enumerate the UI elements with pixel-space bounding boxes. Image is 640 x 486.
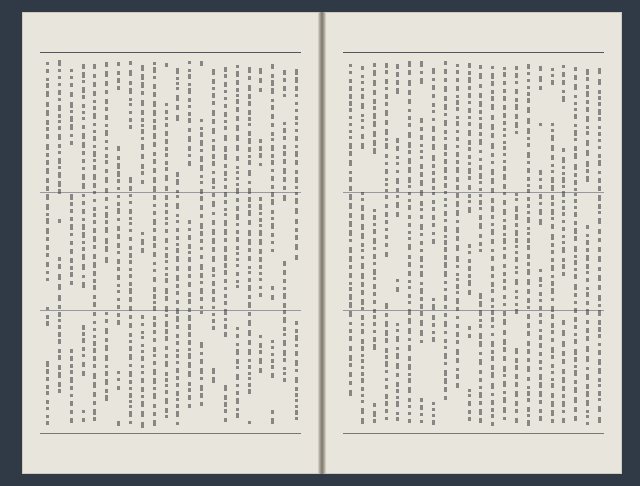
text-column <box>361 60 364 428</box>
text-column <box>176 60 179 428</box>
text-column <box>420 60 423 428</box>
text-column <box>527 60 530 428</box>
text-column <box>248 60 251 428</box>
text-column <box>141 60 144 428</box>
left-page <box>22 12 319 474</box>
text-column <box>93 60 96 428</box>
text-column <box>562 60 565 428</box>
text-column <box>503 60 506 428</box>
book-spread <box>22 12 622 474</box>
right-top-rule <box>343 52 604 53</box>
text-column <box>456 60 459 428</box>
text-column <box>432 60 435 428</box>
text-column <box>373 60 376 428</box>
text-column <box>271 60 274 428</box>
left-bottom-rule <box>40 433 301 434</box>
left-top-rule <box>40 52 301 53</box>
text-column <box>212 60 215 428</box>
text-column <box>188 60 191 428</box>
text-column <box>408 60 411 428</box>
text-column <box>396 60 399 428</box>
right-page <box>325 12 622 474</box>
text-column <box>574 60 577 428</box>
text-column <box>259 60 262 428</box>
text-column <box>224 60 227 428</box>
right-bottom-rule <box>343 433 604 434</box>
text-column <box>153 60 156 428</box>
text-column <box>551 60 554 428</box>
text-column <box>385 60 388 428</box>
text-column <box>129 60 132 428</box>
text-column <box>468 60 471 428</box>
text-column <box>539 60 542 428</box>
right-text-columns <box>343 60 604 428</box>
text-column <box>70 60 73 428</box>
text-column <box>58 60 61 428</box>
text-column <box>117 60 120 428</box>
text-column <box>444 60 447 428</box>
text-column <box>236 60 239 428</box>
text-column <box>349 60 352 428</box>
text-column <box>515 60 518 428</box>
text-column <box>586 60 589 428</box>
text-column <box>598 60 601 428</box>
text-column <box>491 60 494 428</box>
text-column <box>295 60 298 428</box>
text-column <box>283 60 286 428</box>
text-column <box>46 60 49 428</box>
text-column <box>479 60 482 428</box>
text-column <box>200 60 203 428</box>
text-column <box>82 60 85 428</box>
left-text-columns <box>40 60 301 428</box>
text-column <box>165 60 168 428</box>
text-column <box>105 60 108 428</box>
